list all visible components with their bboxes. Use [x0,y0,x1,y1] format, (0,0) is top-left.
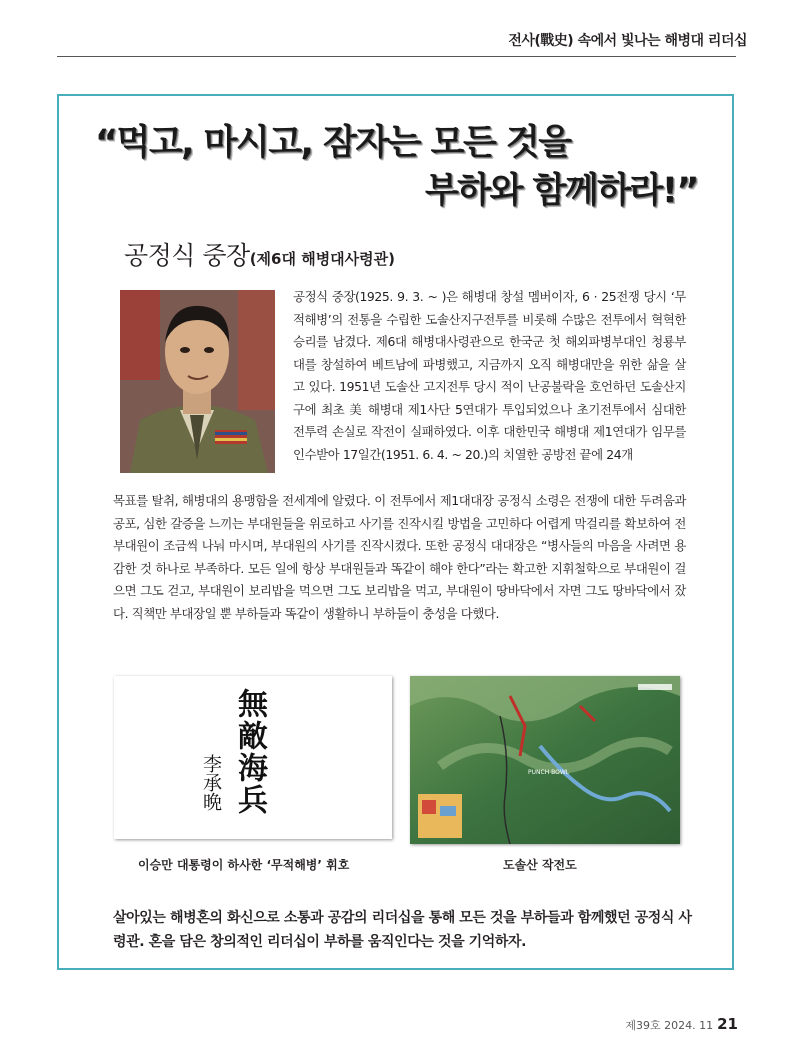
person-name: 공정식 중장 [124,241,250,270]
body-paragraph-lower: 목표를 탈취, 해병대의 용맹함을 전세계에 알렸다. 이 전투에서 제1대대장 공정식 소령은 전쟁에 대한 두려움과 공포, 심한 갈증을 느끼는 부대원들을 위로하고 사기를 진작시킬 방법을 고민하다 어렵게 막걸리를 확보하여 전 부대원이 조금씩 나눠 마시며, 부대원의 사기를 진작시켰다. 또한 공정식 대대장은 “병사들의 마음을 사려면 용감한 것 하나로 부족하다. 모든 일에 항상 부대원들과 똑같이 해야 한다”라는 확고한 지휘철학으로 부대원이 걸으면 그도 걷고, 부대원이 보리밥을 먹으면 그도 보리밥을 먹고, 부대원이 땅바닥에서 자면 그도 땅바닥에서 잤다. 직책만 부대장일 뿐 부하들과 똑같이 생활하니 부하들이 충성을 다했다. [113,493,686,621]
person-rank-note: (제6대 해병대사령관) [249,250,395,268]
calligraphy-caption: 이승만 대통령이 하사한 ‘무적해병’ 휘호 [138,858,350,872]
calligraphy-signature: 李承晩 [200,754,222,811]
map-place-label: PUNCH BOWL [528,769,570,776]
calligraphy-main-text: 無敵海兵 [232,688,267,816]
body-paragraph-upper: 공정식 중장(1925. 9. 3. ~ )은 해병대 창설 멤버이자, 6 · 25전쟁 당시 ‘무적해병’의 전통을 수립한 도솔산지구전투를 비롯해 수많은 전투에서 혁혁한 승리를 남겼다. 제6대 해병대사령관으로 한국군 첫 해외파병부대인 청룡부대를 창설하여 베트남에 파병했고, 지금까지 오직 해병대만을 위한 삶을 살고 있다. 1951년 도솔산 고지전투 당시 적이 난공불락을 호언하던 도솔산지구에 최초 美 해병대 제1사단 5연대가 투입되었으나 초기전투에서 심대한 전투력 손실로 작전이 실패하였다. 이후 대한민국 해병대 제1연대가 임무를 인수받아 17일간(1951. 6. 4. ~ 20.)의 치열한 공방전 끝에 24개 [293,289,686,462]
page-number: 21 [717,1015,738,1033]
calligraphy-image [114,676,392,839]
headline-quote-line-1: “먹고, 마시고, 잠자는 모든 것을 [95,123,571,163]
person-heading [124,236,395,272]
map-caption: 도솔산 작전도 [503,858,577,872]
issue-info: 제39호 2024. 11 [625,1019,714,1032]
battle-map-illustration [410,676,680,844]
closing-statement: 살아있는 해병혼의 화신으로 소통과 공감의 리더십을 통해 모든 것을 부하들과 함께했던 공정식 사령관. 혼을 담은 창의적인 리더십이 부하를 움직인다는 것을 기억하자. [113,910,692,950]
portrait-illustration [120,290,275,473]
page-footer [625,1014,738,1033]
headline-quote-line-2: 부하와 함께하라!” [425,171,698,211]
portrait-photo [120,290,275,473]
header-divider [57,56,736,57]
running-header-title: 전사(戰史) 속에서 빛나는 해병대 리더십 [508,33,747,49]
battle-map-image [410,676,680,844]
